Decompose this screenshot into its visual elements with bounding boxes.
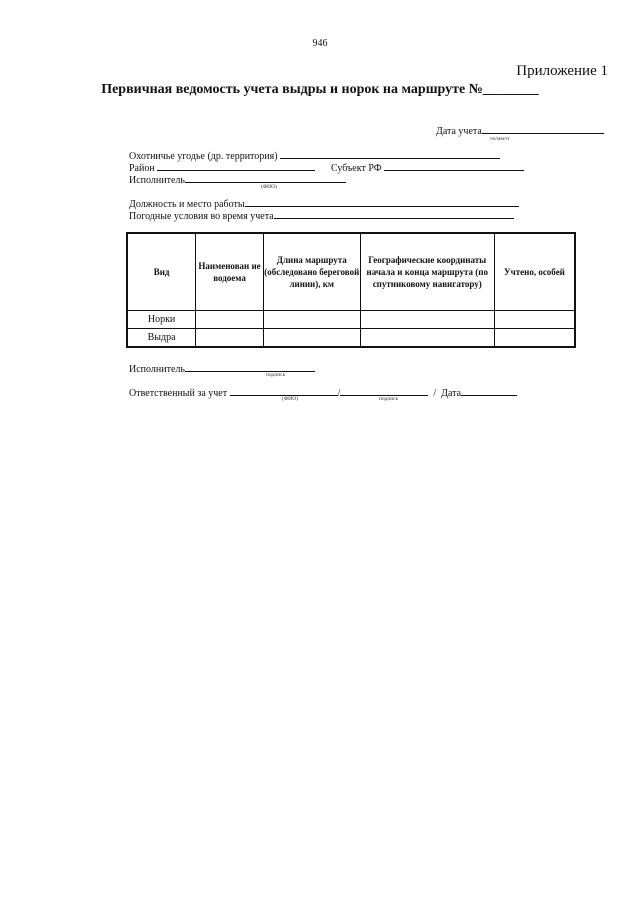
table-header-row (127, 233, 575, 311)
header-coordinates: Географические координаты начала и конца маршрута (по спутниковому навигатору) (360, 233, 494, 311)
date-underline (482, 123, 604, 134)
responsible-field (129, 385, 517, 399)
district-underline (157, 160, 315, 171)
hunting-ground-underline (280, 148, 500, 159)
subject-underline (384, 160, 524, 171)
date2-underline (461, 385, 517, 396)
responsible-fio-hint: (ФИО) (282, 396, 298, 402)
table-row (127, 329, 575, 348)
responsible-signature-hint: подпись (379, 396, 399, 402)
header-species: Вид (127, 233, 196, 311)
subject-field (331, 160, 524, 174)
weather-field (129, 208, 514, 222)
cell-water-body (196, 311, 264, 329)
cell-route-length (263, 311, 360, 329)
cell-water-body (196, 329, 264, 348)
cell-route-length (263, 329, 360, 348)
responsible-signature-underline (340, 385, 428, 396)
table-row (127, 311, 575, 329)
header-water-body: Наименован ие водоема (196, 233, 264, 311)
position-label: Должность и место работы (129, 199, 245, 210)
executor-signature-hint: подпись (266, 372, 286, 378)
cell-coordinates (360, 311, 494, 329)
responsible-fio-underline (230, 385, 338, 396)
date-label: Дата учета (436, 126, 482, 137)
cell-coordinates (360, 329, 494, 348)
executor-underline (185, 172, 346, 183)
date-hint: чч/мм/гг (490, 136, 511, 142)
slash-separator: / (337, 388, 341, 399)
weather-underline (274, 208, 514, 219)
survey-table (126, 232, 576, 348)
executor-signature-field (129, 361, 315, 375)
executor-label: Исполнитель (129, 175, 185, 186)
cell-count (494, 329, 575, 348)
position-underline (245, 196, 519, 207)
date2-label: Дата (441, 388, 462, 399)
district-label: Район (129, 163, 155, 174)
responsible-label: Ответственный за учет (129, 388, 228, 399)
executor-signature-label: Исполнитель (129, 364, 185, 375)
page-number: 946 (312, 38, 328, 49)
document-title: Первичная ведомость учета выдры и норок на маршруте №________ (101, 82, 539, 97)
appendix-label: Приложение 1 (516, 63, 608, 79)
cell-species: Выдра (127, 329, 196, 348)
executor-fio-hint: (ФИО) (261, 184, 277, 190)
cell-count (494, 311, 575, 329)
executor-field (129, 172, 346, 186)
hunting-ground-label: Охотничье угодье (др. территория) (129, 151, 278, 162)
date-field (436, 123, 604, 137)
cell-species: Норки (127, 311, 196, 329)
slash-separator: / (433, 388, 437, 399)
header-count: Учтено, особей (494, 233, 575, 311)
weather-label: Погодные условия во время учета (129, 211, 274, 222)
header-route-length: Длина маршрута (обследовано береговой линии), км (263, 233, 360, 311)
subject-label: Субъект РФ (331, 163, 382, 174)
executor-signature-underline (185, 361, 315, 372)
